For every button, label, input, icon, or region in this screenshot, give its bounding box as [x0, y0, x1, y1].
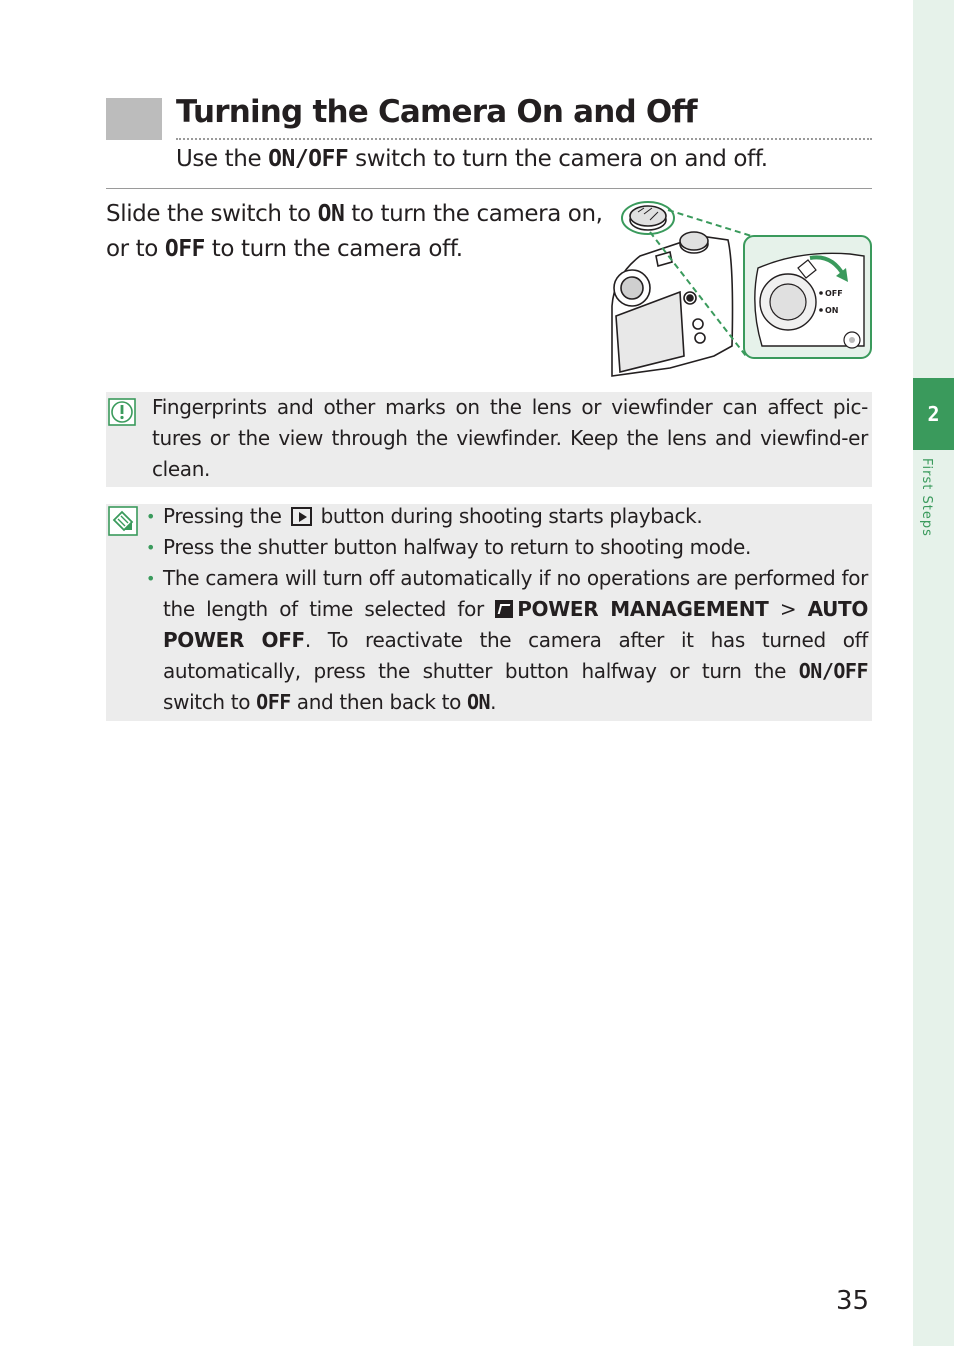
chapter-number-tab[interactable]: 2 [913, 378, 954, 450]
switch-label-on: ON [825, 306, 839, 315]
chapter-sidebar [913, 0, 954, 1346]
list-item: • Pressing the button during shooting starts playback. [146, 504, 703, 528]
section-subtitle: Use the ON/OFF switch to turn the camera on and off. [176, 146, 768, 172]
playback-button-icon [291, 507, 312, 526]
on-off-keyword: ON/OFF [268, 146, 349, 172]
note-box [106, 504, 872, 721]
page-title: Turning the Camera On and Off [176, 94, 697, 130]
camera-switch-illustration [610, 196, 874, 380]
section-marker [106, 98, 162, 140]
caution-box [106, 392, 872, 487]
page-number: 35 [836, 1286, 870, 1316]
chapter-name: First Steps [919, 458, 934, 537]
switch-detail-panel [744, 236, 871, 358]
note-list [146, 501, 868, 718]
switch-label-off: OFF [825, 289, 843, 298]
title-divider [176, 138, 872, 140]
camera-body-drawing [612, 206, 733, 376]
intro-paragraph: Slide the switch to ON to turn the camera on, or to OFF to turn the camera off. [106, 201, 603, 262]
setup-menu-icon [495, 600, 513, 618]
note-icon [108, 506, 138, 536]
list-item: • Press the shutter button halfway to return to shooting mode. [146, 535, 751, 559]
section-divider [106, 188, 872, 189]
caution-icon [108, 398, 136, 426]
list-item: • The camera will turn off automatically if no operations are performed for the length of time selected for POWER MANAGEMENT > AUTO POWER OFF. To reactivate the camera after it has turned off automatically, press the shutter button halfway or turn the ON/OFF switch to OFF and then back to ON. [146, 566, 868, 714]
caution-text: Fingerprints and other marks on the lens or viewfinder can affect pic-tures or the view through the viewfinder. Keep the lens and viewfind-er clean. [152, 395, 868, 481]
